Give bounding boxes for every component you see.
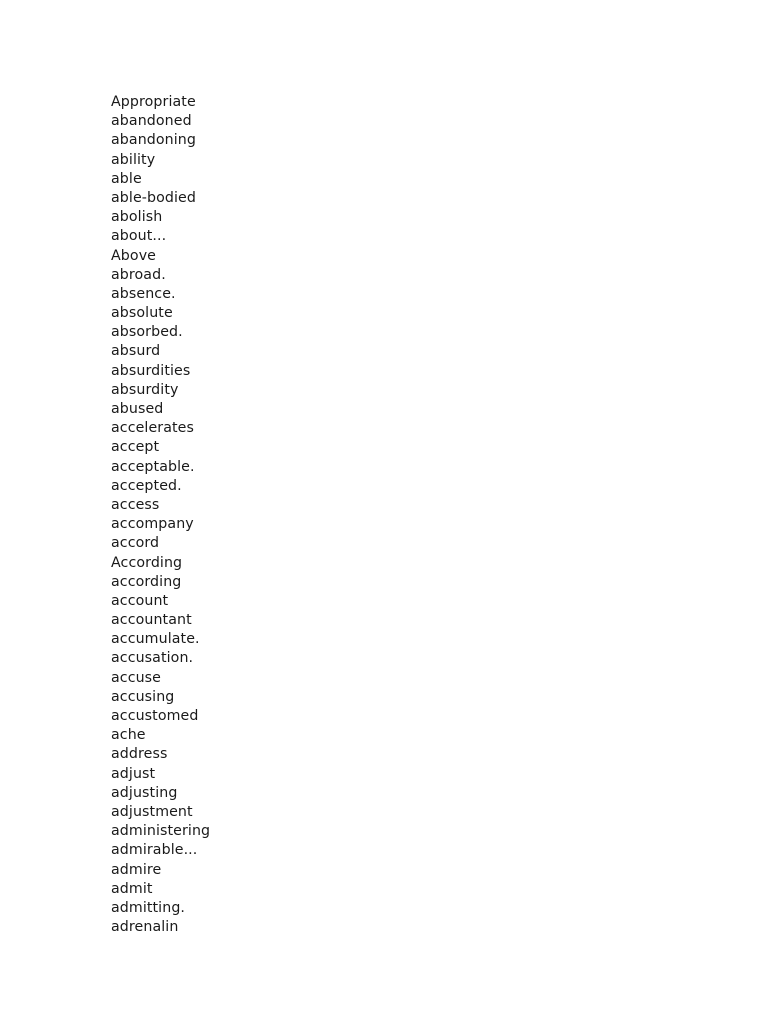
word-entry: According xyxy=(111,554,183,571)
word-entry: accepted. xyxy=(111,477,182,494)
word-entry: admirable... xyxy=(111,842,198,859)
word-entry: adjust xyxy=(111,765,156,782)
word-entry: Appropriate xyxy=(111,94,196,110)
word-entry: admit xyxy=(111,880,153,897)
word-entry: absurdity xyxy=(111,381,179,398)
word-entry: accusation. xyxy=(111,650,194,667)
word-entry: admitting. xyxy=(111,899,186,916)
word-entry: ache xyxy=(111,727,146,744)
word-entry: able xyxy=(111,170,142,187)
word-entry: abandoning xyxy=(111,132,197,149)
word-entry: acceptable. xyxy=(111,458,195,475)
word-entry: accumulate. xyxy=(111,631,200,648)
word-entry: accustomed xyxy=(111,708,199,724)
word-entry: accompany xyxy=(111,516,194,533)
word-entry: absolute xyxy=(111,305,173,322)
word-entry: administering xyxy=(111,823,211,840)
word-entry: absorbed. xyxy=(111,324,183,341)
word-entry: account xyxy=(111,592,169,609)
word-entry: abandoned xyxy=(111,113,192,130)
word-entry: abused xyxy=(111,401,164,417)
word-list xyxy=(111,93,210,937)
word-entry: abolish xyxy=(111,209,163,226)
word-entry: adjustment xyxy=(111,803,193,820)
word-entry: address xyxy=(111,746,168,763)
word-entry: absurd xyxy=(111,343,161,360)
word-entry: Above xyxy=(111,247,157,264)
word-entry: accelerates xyxy=(111,420,195,437)
word-entry: absurdities xyxy=(111,362,191,379)
word-entry: able-bodied xyxy=(111,189,196,206)
word-entry: admire xyxy=(111,861,162,878)
word-entry: absence. xyxy=(111,285,176,302)
word-entry: accuse xyxy=(111,669,162,686)
word-entry: accusing xyxy=(111,688,175,705)
word-entry: accord xyxy=(111,535,160,552)
word-entry: abroad. xyxy=(111,266,166,283)
word-entry: accountant xyxy=(111,612,192,629)
word-entry: according xyxy=(111,573,182,590)
word-entry: ability xyxy=(111,151,156,168)
word-entry: accept xyxy=(111,439,160,456)
word-entry: adjusting xyxy=(111,784,178,801)
word-entry: access xyxy=(111,496,160,513)
word-entry: adrenalin xyxy=(111,919,179,936)
word-entry: about... xyxy=(111,228,167,245)
